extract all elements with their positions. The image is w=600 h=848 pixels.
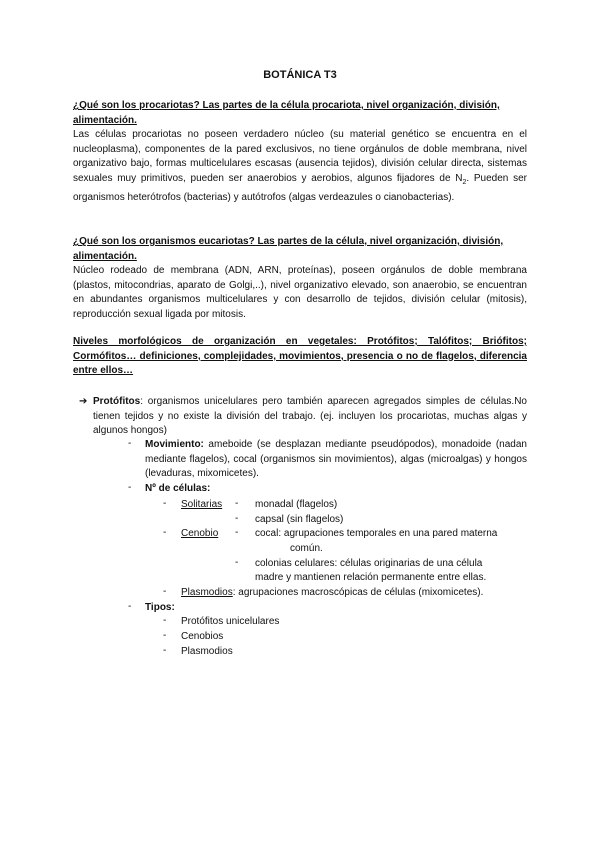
colonias-text-line1: colonias celulares: células originarias de una célula — [255, 558, 483, 569]
cenobio-label: Cenobio — [181, 528, 219, 539]
dash-bullet-icon: - — [163, 498, 167, 509]
subscript: 2 — [462, 178, 467, 186]
cocal-text-line2: común. — [290, 543, 323, 554]
dash-bullet-icon: - — [163, 645, 167, 656]
dash-bullet-icon: - — [235, 513, 239, 524]
section-procariotas — [73, 99, 527, 205]
item-label: Movimiento: — [145, 439, 204, 450]
dash-bullet-icon: - — [163, 527, 167, 538]
tipos-item: Plasmodios — [181, 646, 233, 657]
dash-bullet-icon: - — [163, 630, 167, 641]
tipos-item: Cenobios — [181, 631, 224, 642]
plasmodios-label: Plasmodios — [181, 587, 233, 598]
section-body — [73, 128, 527, 205]
item-label: Protófitos — [93, 396, 141, 407]
section-heading: ¿Qué son los procariotas? Las partes de la célula procariota, nivel organización, división, alimentación. — [73, 100, 500, 126]
section-eucariotas — [73, 235, 527, 323]
item-text: ameboide (se desplazan mediante pseudópodos), monadoide (nadan mediante flagelos), cocal (organismos sin movimientos), algas (microalgas) y hongos (levaduras, mixomicetes). — [145, 439, 527, 480]
section-body: Núcleo rodeado de membrana (ADN, ARN, proteínas), poseen orgánulos de doble membrana (plastos, mitocondrias, aparato de Golgi,..), nivel organizativo elevado, son anaerobio, se encuentran en abundantes organismos multicelulares y con desarrollo de tejidos, división celular (mitosis), reproducción sexual ligada por mitosis. — [73, 265, 527, 320]
body-text: Las células procariotas no poseen verdadero núcleo (su material genético se encuentra en el nucleoplasma), componentes de la pared exclusivos, no tiene orgánulos de doble membrana, nivel organizativo bajo, formas multicelulares escasas (ausencia tejidos), división celular directa, sistemas sexuales muy primitivos, pueden ser anaerobios y aerobios, algunos fijadores de N — [73, 129, 527, 184]
section-niveles — [73, 335, 527, 379]
capsal-text: capsal (sin flagelos) — [255, 514, 344, 525]
tipos-item: Protófitos unicelulares — [181, 616, 280, 627]
list-item-movimiento — [145, 438, 527, 482]
dash-bullet-icon: - — [128, 601, 132, 612]
dash-bullet-icon: - — [163, 586, 167, 597]
list-item-protofitos — [79, 395, 527, 439]
dash-bullet-icon: - — [128, 482, 132, 493]
arrow-bullet-icon: ➔ — [79, 396, 88, 407]
section-heading: ¿Qué son los organismos eucariotas? Las partes de la célula, nivel organización, división, alimentación. — [73, 236, 504, 262]
plasmodios-text: : agrupaciones macroscópicas de células (mixomicetes). — [232, 587, 484, 598]
item-text: : organismos unicelulares pero también aparecen agregados simples de células.No tienen tejidos y no existe la división del trabajo. (ej. incluyen los procariotas, muchas algas y algunos hongos) — [93, 396, 527, 437]
item-label: Nº de células: — [145, 483, 211, 494]
item-label: Tipos: — [145, 602, 175, 613]
dash-bullet-icon: - — [235, 527, 239, 538]
section-heading: Niveles morfológicos de organización en vegetales: Protófitos; Talófitos; Briófitos; Cormófitos… definiciones, complejidades, movimientos, presencia o no de flagelos, diferencia entre ellos… — [73, 336, 527, 377]
dash-bullet-icon: - — [128, 438, 132, 449]
dash-bullet-icon: - — [235, 557, 239, 568]
dash-bullet-icon: - — [163, 615, 167, 626]
document-title: BOTÁNICA T3 — [263, 69, 337, 81]
monadal-text: monadal (flagelos) — [255, 499, 338, 510]
dash-bullet-icon: - — [235, 498, 239, 509]
plasmodios-row — [181, 586, 483, 601]
colonias-text-line2: madre y mantienen relación permanente entre ellas. — [255, 572, 487, 583]
body-text: . Pueden ser organismos heterótrofos (bacterias) y autótrofos (algas verdeazules o cianobacterias). — [73, 172, 527, 203]
cocal-text-line1: cocal: agrupaciones temporales en una pared materna — [255, 528, 498, 539]
solitarias-label: Solitarias — [181, 499, 223, 510]
